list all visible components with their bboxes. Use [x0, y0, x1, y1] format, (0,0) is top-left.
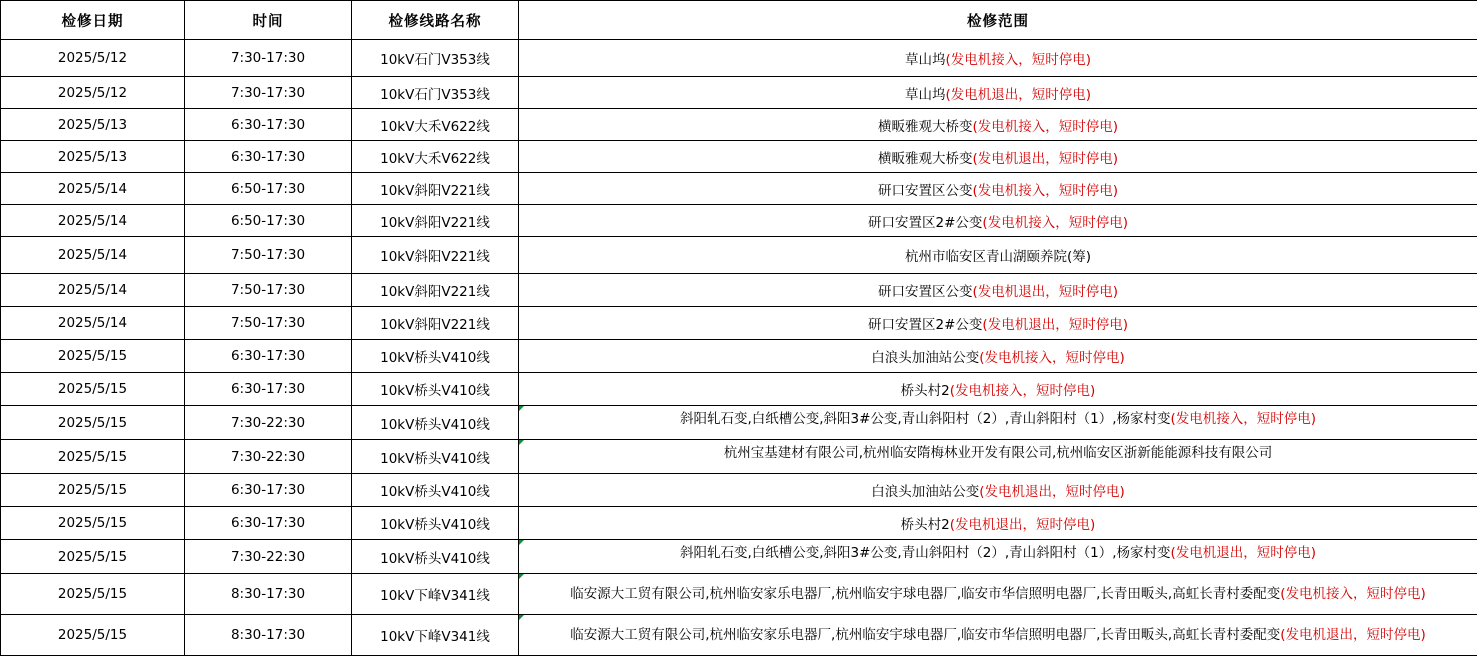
cell-scope[interactable] — [519, 574, 1477, 615]
cell-scope[interactable] — [519, 307, 1477, 340]
table-row — [1, 141, 1477, 173]
scope-text: 桥头村2 — [901, 517, 950, 533]
scope-note: (发电机接入，短时停电) — [1280, 586, 1426, 602]
cell-date[interactable]: 2025/5/14 — [1, 274, 185, 307]
header-time[interactable]: 时间 — [185, 1, 352, 40]
cell-line[interactable]: 10kV下峰V341线 — [352, 574, 519, 615]
cell-date[interactable]: 2025/5/14 — [1, 307, 185, 340]
cell-scope[interactable] — [519, 507, 1477, 540]
cell-scope[interactable] — [519, 205, 1477, 237]
scope-text: 斜阳轧石变,白纸槽公变,斜阳3#公变,青山斜阳村（2）,青山斜阳村（1）,杨家村变 — [680, 545, 1171, 561]
cell-line[interactable]: 10kV斜阳V221线 — [352, 173, 519, 205]
cell-date[interactable]: 2025/5/15 — [1, 540, 185, 574]
cell-time[interactable]: 7:30-22:30 — [185, 406, 352, 440]
comment-marker — [519, 574, 524, 579]
cell-line[interactable]: 10kV斜阳V221线 — [352, 205, 519, 237]
header-line[interactable]: 检修线路名称 — [352, 1, 519, 40]
cell-time[interactable]: 6:30-17:30 — [185, 340, 352, 373]
cell-scope[interactable] — [519, 141, 1477, 173]
cell-scope[interactable] — [519, 615, 1477, 656]
cell-time[interactable]: 6:30-17:30 — [185, 373, 352, 406]
cell-time[interactable]: 7:50-17:30 — [185, 307, 352, 340]
cell-scope[interactable] — [519, 540, 1477, 574]
scope-note: (发电机接入，短时停电) — [972, 183, 1118, 199]
cell-time[interactable]: 8:30-17:30 — [185, 574, 352, 615]
cell-line[interactable]: 10kV大禾V622线 — [352, 141, 519, 173]
cell-time[interactable]: 6:30-17:30 — [185, 507, 352, 540]
cell-time[interactable]: 7:50-17:30 — [185, 274, 352, 307]
cell-line[interactable]: 10kV斜阳V221线 — [352, 237, 519, 274]
cell-date[interactable]: 2025/5/15 — [1, 507, 185, 540]
scope-note: (发电机退出，短时停电) — [972, 284, 1118, 300]
scope-text: 杭州市临安区青山湖颐养院(筹) — [905, 249, 1091, 265]
scope-text: 白浪头加油站公变 — [871, 350, 979, 366]
cell-scope[interactable] — [519, 440, 1477, 474]
scope-note: (发电机退出，短时停电) — [982, 317, 1128, 333]
cell-date[interactable]: 2025/5/13 — [1, 141, 185, 173]
table-row — [1, 440, 1477, 474]
cell-line[interactable]: 10kV斜阳V221线 — [352, 307, 519, 340]
cell-date[interactable]: 2025/5/15 — [1, 474, 185, 507]
scope-note: (发电机接入，短时停电) — [972, 119, 1118, 135]
cell-date[interactable]: 2025/5/15 — [1, 373, 185, 406]
cell-line[interactable]: 10kV下峰V341线 — [352, 615, 519, 656]
scope-note: (发电机退出，短时停电) — [1280, 627, 1426, 643]
cell-date[interactable]: 2025/5/15 — [1, 340, 185, 373]
cell-line[interactable]: 10kV桥头V410线 — [352, 440, 519, 474]
cell-date[interactable]: 2025/5/13 — [1, 109, 185, 141]
scope-text: 草山坞 — [905, 87, 946, 103]
cell-line[interactable]: 10kV桥头V410线 — [352, 406, 519, 440]
cell-time[interactable]: 7:30-17:30 — [185, 40, 352, 77]
cell-line[interactable]: 10kV斜阳V221线 — [352, 274, 519, 307]
scope-note: (发电机接入，短时停电) — [1171, 411, 1317, 427]
cell-date[interactable]: 2025/5/15 — [1, 574, 185, 615]
cell-line[interactable]: 10kV桥头V410线 — [352, 507, 519, 540]
cell-time[interactable]: 6:30-17:30 — [185, 109, 352, 141]
scope-text: 桥头村2 — [901, 383, 950, 399]
cell-scope[interactable] — [519, 237, 1477, 274]
cell-scope[interactable] — [519, 340, 1477, 373]
cell-line[interactable]: 10kV石门V353线 — [352, 77, 519, 109]
table-row — [1, 540, 1477, 574]
cell-line[interactable]: 10kV桥头V410线 — [352, 474, 519, 507]
cell-line[interactable]: 10kV桥头V410线 — [352, 540, 519, 574]
comment-marker — [519, 440, 524, 445]
cell-date[interactable]: 2025/5/12 — [1, 40, 185, 77]
scope-text: 临安源大工贸有限公司,杭州临安家乐电器厂,杭州临安宇球电器厂,临安市华信照明电器厂,长青田畈头,高虹长青村委配变 — [570, 627, 1280, 643]
cell-line[interactable]: 10kV桥头V410线 — [352, 340, 519, 373]
scope-text: 斜阳轧石变,白纸槽公变,斜阳3#公变,青山斜阳村（2）,青山斜阳村（1）,杨家村变 — [680, 411, 1171, 427]
table-row — [1, 574, 1477, 615]
table-row — [1, 173, 1477, 205]
scope-text: 研口安置区公变 — [878, 284, 973, 300]
table-row — [1, 507, 1477, 540]
comment-marker — [519, 406, 524, 411]
cell-time[interactable]: 7:30-17:30 — [185, 77, 352, 109]
scope-text: 草山坞 — [905, 52, 946, 68]
table-row — [1, 406, 1477, 440]
cell-time[interactable]: 7:30-22:30 — [185, 440, 352, 474]
cell-time[interactable]: 6:50-17:30 — [185, 205, 352, 237]
cell-date[interactable]: 2025/5/14 — [1, 237, 185, 274]
cell-scope[interactable] — [519, 274, 1477, 307]
cell-time[interactable]: 6:30-17:30 — [185, 141, 352, 173]
table-row — [1, 474, 1477, 507]
cell-scope[interactable] — [519, 474, 1477, 507]
scope-text: 白浪头加油站公变 — [871, 484, 979, 500]
cell-date[interactable]: 2025/5/15 — [1, 406, 185, 440]
comment-marker — [519, 615, 524, 620]
comment-marker — [519, 540, 524, 545]
header-row — [1, 1, 1477, 40]
table-row — [1, 373, 1477, 406]
cell-line[interactable]: 10kV桥头V410线 — [352, 373, 519, 406]
scope-note: (发电机退出，短时停电) — [979, 484, 1125, 500]
table-row — [1, 109, 1477, 141]
scope-text: 临安源大工贸有限公司,杭州临安家乐电器厂,杭州临安宇球电器厂,临安市华信照明电器厂,长青田畈头,高虹长青村委配变 — [570, 586, 1280, 602]
scope-note: (发电机退出，短时停电) — [972, 151, 1118, 167]
scope-text: 研口安置区2#公变 — [868, 215, 982, 231]
table-row — [1, 237, 1477, 274]
cell-date[interactable]: 2025/5/15 — [1, 440, 185, 474]
scope-note: (发电机接入，短时停电) — [979, 350, 1125, 366]
table-row — [1, 205, 1477, 237]
cell-time[interactable]: 6:30-17:30 — [185, 474, 352, 507]
cell-date[interactable]: 2025/5/14 — [1, 173, 185, 205]
cell-scope[interactable] — [519, 373, 1477, 406]
cell-time[interactable]: 7:30-22:30 — [185, 540, 352, 574]
cell-time[interactable]: 7:50-17:30 — [185, 237, 352, 274]
scope-note: (发电机接入，短时停电) — [945, 52, 1091, 68]
cell-scope[interactable] — [519, 77, 1477, 109]
header-date[interactable]: 检修日期 — [1, 1, 185, 40]
scope-text: 研口安置区2#公变 — [868, 317, 982, 333]
cell-scope[interactable] — [519, 406, 1477, 440]
cell-date[interactable]: 2025/5/14 — [1, 205, 185, 237]
scope-note: (发电机退出，短时停电) — [1171, 545, 1317, 561]
table-row — [1, 307, 1477, 340]
scope-text: 横畈雅观大桥变 — [878, 119, 973, 135]
scope-note: (发电机退出，短时停电) — [950, 517, 1096, 533]
table-row — [1, 77, 1477, 109]
scope-note: (发电机接入，短时停电) — [950, 383, 1096, 399]
header-scope[interactable]: 检修范围 — [519, 1, 1477, 40]
cell-scope[interactable] — [519, 173, 1477, 205]
cell-line[interactable]: 10kV大禾V622线 — [352, 109, 519, 141]
cell-time[interactable]: 6:50-17:30 — [185, 173, 352, 205]
cell-scope[interactable] — [519, 109, 1477, 141]
table-row — [1, 340, 1477, 373]
cell-date[interactable]: 2025/5/12 — [1, 77, 185, 109]
scope-note: (发电机接入，短时停电) — [982, 215, 1128, 231]
cell-date[interactable]: 2025/5/15 — [1, 615, 185, 656]
table-row — [1, 615, 1477, 656]
scope-text: 研口安置区公变 — [878, 183, 973, 199]
cell-line[interactable]: 10kV石门V353线 — [352, 40, 519, 77]
cell-scope[interactable] — [519, 40, 1477, 77]
scope-note: (发电机退出，短时停电) — [945, 87, 1091, 103]
scope-text: 横畈雅观大桥变 — [878, 151, 973, 167]
scope-text: 杭州宝基建材有限公司,杭州临安隋梅林业开发有限公司,杭州临安区浙新能能源科技有限公司 — [724, 445, 1273, 461]
table-row — [1, 40, 1477, 77]
cell-time[interactable]: 8:30-17:30 — [185, 615, 352, 656]
table-row — [1, 274, 1477, 307]
